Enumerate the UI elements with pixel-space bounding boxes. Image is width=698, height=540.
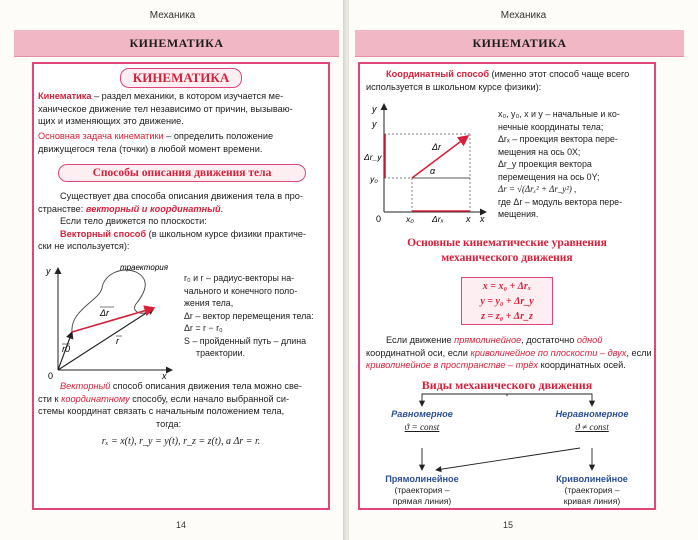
coord-legend-4: мещения на ось 0X; xyxy=(498,146,581,157)
trajectory-curve xyxy=(72,270,154,332)
fig1-x-label: x xyxy=(162,371,167,380)
equations-heading-1: Основные кинематические уравнения xyxy=(407,237,607,249)
coordinate-term: Координатный способ xyxy=(386,69,489,79)
coord-legend-2: нечные координаты тела; xyxy=(498,121,604,132)
fig2-origin: 0 xyxy=(376,214,382,224)
fig2-y-label-top: y xyxy=(372,104,377,114)
coord-text-2: используется в школьном курсе физики): xyxy=(366,81,542,92)
vector-legend-3: жения тела, xyxy=(184,298,234,308)
vector-term: Векторный способ xyxy=(60,228,147,239)
coord-legend-9: мещения. xyxy=(498,209,539,219)
coord-legend-7: Δr = √(Δrₓ² + Δr_y²) , xyxy=(498,184,577,194)
vector-legend-2: чального и конечного поло- xyxy=(184,285,298,296)
uniform-condition: ϑ = const xyxy=(404,421,440,432)
straight-label: Прямолинейное xyxy=(385,474,459,484)
branch-left xyxy=(422,394,507,406)
equation-x: x = x₀ + Δrₓ xyxy=(482,281,532,292)
fig2-dry-label: Δr_y xyxy=(364,152,382,162)
section-band-left xyxy=(14,30,339,57)
methods-line-1: Существует два способа описания движения тела в про- xyxy=(60,191,303,201)
fig2-alpha-label: α xyxy=(430,166,436,176)
dr-vector xyxy=(72,308,154,332)
running-header-right: Механика xyxy=(500,10,547,21)
uniform-node xyxy=(370,408,474,433)
coord-legend xyxy=(498,108,656,221)
equations-heading xyxy=(360,236,654,266)
fig2-drx-label: Δrₓ xyxy=(432,214,444,224)
definition-term: Кинематика xyxy=(38,91,92,101)
task-text-1: – определить положение xyxy=(163,131,274,141)
methods-emphasis: векторный и координатный xyxy=(85,203,221,214)
coordinate-emphasis: координатному xyxy=(61,393,130,404)
coord-legend-5: Δr_y проекция вектора xyxy=(498,159,592,169)
vector-text-2: ски не используется): xyxy=(38,241,130,251)
motion-text-1b: , достаточно xyxy=(521,335,577,345)
left-page xyxy=(0,0,345,540)
fig2-y-label: y xyxy=(372,119,377,129)
definition-text-1: – раздел механики, в котором изучается ме- xyxy=(91,91,284,101)
uniform-label: Равномерное xyxy=(391,409,453,419)
vector-legend-5: Δr = r − r₀ xyxy=(184,323,223,333)
section-title-pill xyxy=(58,164,306,182)
equations-heading-2: механического движения xyxy=(441,252,573,264)
section-band-right xyxy=(355,30,684,57)
nonuniform-node xyxy=(540,408,644,433)
vector2-text-4: тогда: xyxy=(156,418,182,429)
coordinate-diagram xyxy=(362,98,492,224)
fig2-x-label: x xyxy=(466,214,471,224)
straight-emphasis: прямолинейное xyxy=(454,335,522,345)
straight-sub-1: (траектория – xyxy=(394,485,450,495)
vector-legend xyxy=(184,272,330,360)
nonuniform-condition: ϑ ≠ const xyxy=(575,421,609,432)
fig1-r0-label: r0 xyxy=(62,344,71,354)
fig1-origin-label: 0 xyxy=(48,371,54,380)
coord-legend-3: Δrₓ – проекция вектора пере- xyxy=(498,134,618,144)
types-heading: Виды механического движения xyxy=(421,378,593,392)
straight-node xyxy=(370,474,474,507)
vector2-text-3: стемы координат связать с начальным положением тела, xyxy=(38,406,285,416)
methods-dot: . xyxy=(220,203,224,214)
coord-legend-1: x₀, y₀, x и y – начальные и ко- xyxy=(498,109,620,119)
motion-paragraph xyxy=(366,334,652,372)
page-number-left: 14 xyxy=(176,520,187,530)
methods-paragraph xyxy=(38,190,328,253)
vector-diagram xyxy=(40,260,178,380)
curved-label: Криволинейное xyxy=(556,474,628,484)
coord-intro xyxy=(366,68,652,93)
fig2-y0-label: y₀ xyxy=(370,174,378,184)
vector-legend-4: Δr – вектор перемещения тела: xyxy=(184,310,314,321)
vector-text-1: (в школьном курсе физики практиче- xyxy=(146,228,307,239)
content-panel-right xyxy=(358,62,656,510)
running-header-left: Механика xyxy=(149,10,196,21)
fig2-dr-label: Δr xyxy=(432,142,442,152)
task-paragraph xyxy=(38,130,328,155)
curved-sub-2: кривая линия) xyxy=(563,496,621,506)
curve-plane-emphasis: криволинейное по плоскости – двух xyxy=(470,347,627,358)
fig1-y-label: y xyxy=(46,266,51,276)
curve-space-emphasis: криволинейное в пространстве – трёх xyxy=(366,360,539,370)
trajectory-label: траектория xyxy=(120,263,168,272)
vector-legend-7: траектории. xyxy=(196,348,246,358)
methods-prefix: странстве: xyxy=(38,203,86,214)
fig1-r-label: r xyxy=(116,336,119,346)
main-title-pill xyxy=(120,68,242,88)
task-term: Основная задача кинематики xyxy=(38,131,164,141)
nonuniform-to-straight xyxy=(436,448,580,470)
main-title: КИНЕМАТИКА xyxy=(132,70,230,85)
motion-text-3b: координатных осей. xyxy=(538,360,626,370)
definition-paragraph xyxy=(38,90,328,128)
vector-legend-6: S – пройденный путь – длина xyxy=(184,335,307,346)
task-text-2: движущегося тела (точки) в любой момент времени. xyxy=(38,143,263,154)
equation-y: y = y₀ + Δr_y xyxy=(480,296,534,307)
fig2-x0-label: x₀ xyxy=(406,214,414,224)
vector-legend-1: r₀ и r – радиус-векторы на- xyxy=(184,273,295,283)
band-title-left: КИНЕМАТИКА xyxy=(129,36,224,50)
coord-text-1: (именно этот способ чаще всего xyxy=(489,69,630,79)
nonuniform-label: Неравномерное xyxy=(555,409,629,419)
motion-text-2a: координатной оси, если xyxy=(366,347,471,358)
equation-z: z = z₀ + Δr_z xyxy=(481,311,533,322)
definition-text-3: щих и изменяющих это движение. xyxy=(38,116,184,126)
coord-legend-6: перемещения на ось 0Y; xyxy=(498,171,600,182)
vector-term-2: Векторный xyxy=(60,381,111,391)
definition-text-2: ханическое движение тел независимо от причин, вызываю- xyxy=(38,103,293,114)
one-emphasis: одной xyxy=(576,335,603,345)
straight-sub-2: прямая линия) xyxy=(392,496,452,506)
page-number-right: 15 xyxy=(503,520,514,530)
fig1-dr-label: Δr xyxy=(100,308,110,318)
vector2-text-2a: сти к xyxy=(38,393,62,404)
motion-text-1a: Если движение xyxy=(386,335,455,345)
branch-right xyxy=(507,394,592,406)
coord-legend-8: где Δr – модуль вектора пере- xyxy=(498,196,623,207)
coordinate-formula: rₓ = x(t), r_y = y(t), r_z = z(t), a Δr = r. xyxy=(101,436,261,447)
equations-box xyxy=(461,277,553,325)
section-title: Способы описания движения тела xyxy=(92,167,272,179)
curved-sub-1: (траектория – xyxy=(564,485,620,495)
band-title-right: КИНЕМАТИКА xyxy=(472,36,567,50)
vector-to-coordinate-paragraph xyxy=(38,380,328,430)
content-panel-left xyxy=(32,62,330,510)
vector2-text-1: способ описания движения тела можно све- xyxy=(110,381,302,391)
fig2-x-label-end: x xyxy=(480,214,485,224)
vector2-text-2b: способу, если начало выбранной си- xyxy=(129,393,290,404)
motion-text-2b: , если xyxy=(626,347,652,358)
curved-node xyxy=(540,474,644,507)
plane-line: Если тело движется по плоскости: xyxy=(60,216,207,226)
